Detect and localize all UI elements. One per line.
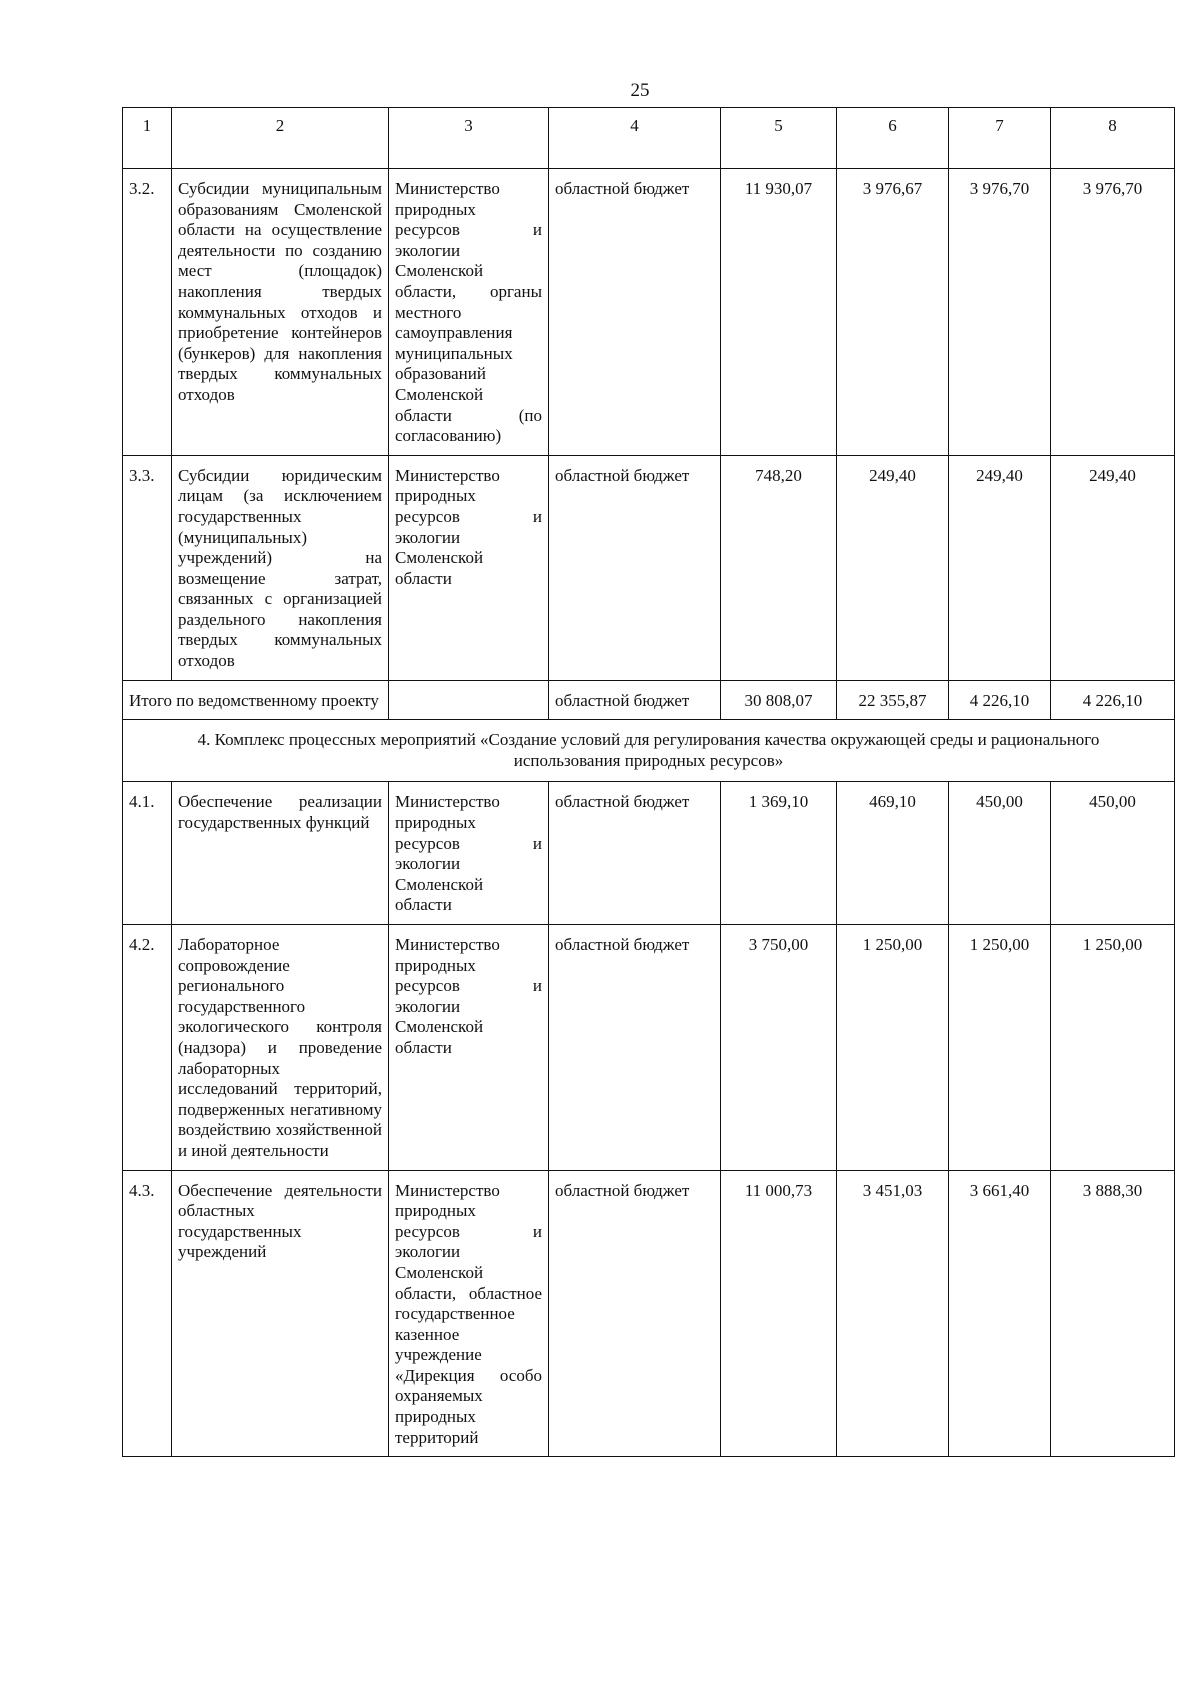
total-row [123,680,1175,720]
value-year-2: 1 250,00 [949,925,1051,1171]
responsible-executor: Министерство природных ресурсов и экологии Смоленской области [389,925,549,1171]
column-header: 8 [1051,108,1175,169]
value-year-1: 249,40 [837,455,949,680]
value-year-1: 1 250,00 [837,925,949,1171]
column-header: 6 [837,108,949,169]
row-number: 3.2. [123,169,172,456]
column-header: 4 [549,108,721,169]
responsible-executor: Министерство природных ресурсов и экологии Смоленской области, областное государственное казенное учреждение «Дирекция особо охраняемых природных территорий [389,1170,549,1457]
funding-source: областной бюджет [549,680,721,720]
responsible-executor: Министерство природных ресурсов и экологии Смоленской области, органы местного самоуправления муниципальных образований Смоленской области (по согласованию) [389,169,549,456]
page-number: 25 [630,80,650,101]
value-year-1: 3 451,03 [837,1170,949,1457]
value-year-2: 249,40 [949,455,1051,680]
measure-name: Субсидии муниципальным образованиям Смоленской области на осуществление деятельности по созданию мест (площадок) накопления твердых коммунальных отходов и приобретение контейнеров (бункеров) для накопления твердых коммунальных отходов [172,169,389,456]
table-row [123,782,1175,925]
value-total: 11 000,73 [721,1170,837,1457]
responsible-executor: Министерство природных ресурсов и экологии Смоленской области [389,782,549,925]
value-total: 748,20 [721,455,837,680]
budget-table [122,107,1175,1457]
funding-source: областной бюджет [549,455,721,680]
total-value-year-3: 4 226,10 [1051,680,1175,720]
row-number: 4.2. [123,925,172,1171]
table-row [123,1170,1175,1457]
measure-name: Обеспечение деятельности областных государственных учреждений [172,1170,389,1457]
value-year-3: 3 976,70 [1051,169,1175,456]
value-total: 3 750,00 [721,925,837,1171]
funding-source: областной бюджет [549,925,721,1171]
funding-source: областной бюджет [549,169,721,456]
column-header: 1 [123,108,172,169]
value-year-3: 1 250,00 [1051,925,1175,1171]
table-row [123,169,1175,456]
funding-source: областной бюджет [549,1170,721,1457]
value-year-2: 3 661,40 [949,1170,1051,1457]
total-label: Итого по ведомственному проекту [123,680,389,720]
table-row [123,455,1175,680]
funding-source: областной бюджет [549,782,721,925]
value-total: 1 369,10 [721,782,837,925]
value-year-1: 469,10 [837,782,949,925]
table-row [123,925,1175,1171]
section-title: 4. Комплекс процессных мероприятий «Создание условий для регулирования качества окружающей среды и рационального использования природных ресурсов» [123,720,1175,782]
value-year-2: 450,00 [949,782,1051,925]
measure-name: Лабораторное сопровождение регионального государственного экологического контроля (надзора) и проведение лабораторных исследований территорий, подверженных негативному воздействию хозяйственной и иной деятельности [172,925,389,1171]
total-responsible-empty [389,680,549,720]
measure-name: Обеспечение реализации государственных функций [172,782,389,925]
value-total: 11 930,07 [721,169,837,456]
row-number: 4.1. [123,782,172,925]
value-year-3: 249,40 [1051,455,1175,680]
measure-name: Субсидии юридическим лицам (за исключением государственных (муниципальных) учреждений) на возмещение затрат, связанных с организацией раздельного накопления твердых коммунальных отходов [172,455,389,680]
responsible-executor: Министерство природных ресурсов и экологии Смоленской области [389,455,549,680]
row-number: 4.3. [123,1170,172,1457]
value-year-2: 3 976,70 [949,169,1051,456]
column-header: 2 [172,108,389,169]
value-year-3: 450,00 [1051,782,1175,925]
column-number-row [123,108,1175,169]
row-number: 3.3. [123,455,172,680]
value-year-3: 3 888,30 [1051,1170,1175,1457]
column-header: 7 [949,108,1051,169]
total-value-year-2: 4 226,10 [949,680,1051,720]
column-header: 5 [721,108,837,169]
column-header: 3 [389,108,549,169]
section-heading-row [123,720,1175,782]
total-value-year-1: 22 355,87 [837,680,949,720]
total-value-total: 30 808,07 [721,680,837,720]
value-year-1: 3 976,67 [837,169,949,456]
